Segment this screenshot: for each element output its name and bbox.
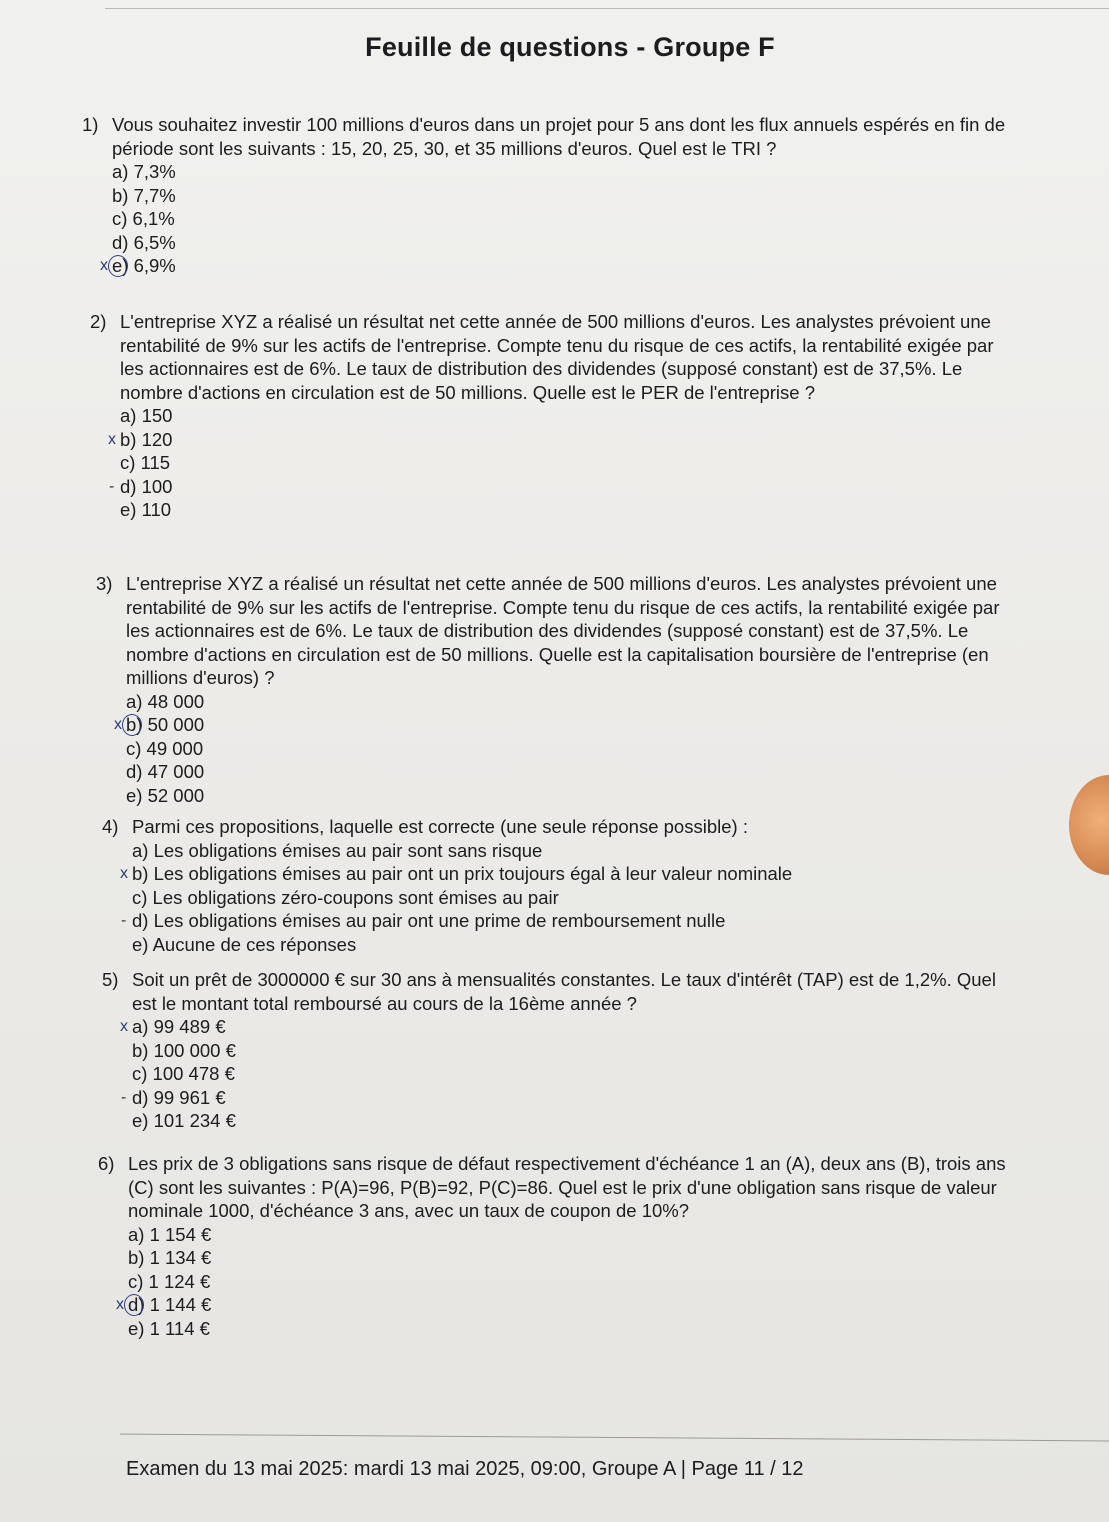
option-d[interactable]: d) 6,5% — [112, 231, 176, 253]
option-d[interactable]: - d) 100 — [109, 475, 173, 497]
top-rule — [105, 8, 1109, 9]
circle-mark-icon — [124, 1294, 144, 1316]
option-e[interactable]: e) 101 234 € — [132, 1110, 236, 1131]
option-c[interactable]: c) 100 478 € — [132, 1063, 235, 1084]
question-5 — [102, 968, 1012, 1133]
question-text: Les prix de 3 obligations sans risque de défaut respectivement d'échéance 1 an (A), deux ans (B), trois ans (C) sont les suivantes : P(A)=96, P(B)=92, P(C)=86. Quel est le prix d'une obligation sans risque de valeur nominale 1000, d'échéance 3 ans, avec un taux de coupon de 10%? — [128, 1153, 1006, 1221]
option-b[interactable]: x b) 120 — [108, 428, 173, 450]
question-number: 3) — [96, 573, 113, 594]
x-mark-icon: x — [120, 1018, 128, 1035]
page-title: Feuille de questions - Groupe F — [365, 32, 775, 62]
page-footer: Examen du 13 mai 2025: mardi 13 mai 2025, 09:00, Groupe A | Page 11 / 12 — [126, 1458, 804, 1480]
dash-mark-icon: - — [121, 1088, 127, 1106]
question-number: 6) — [98, 1153, 115, 1174]
option-c[interactable]: c) 49 000 — [126, 737, 204, 759]
option-d[interactable]: d) 47 000 — [126, 761, 205, 782]
option-c[interactable]: c) 1 124 € — [128, 1270, 211, 1292]
question-1 — [82, 113, 1027, 278]
option-a[interactable]: a) 150 — [120, 405, 173, 426]
option-e[interactable]: e) Aucune de ces réponses — [132, 933, 357, 955]
question-2 — [90, 310, 1015, 522]
option-b[interactable]: b) 1 134 € — [128, 1247, 212, 1268]
option-a[interactable]: a) 7,3% — [112, 161, 176, 182]
option-d[interactable]: x d) 1 144 € — [116, 1294, 212, 1315]
option-d[interactable]: - d) 99 961 € — [121, 1086, 226, 1108]
option-d[interactable]: - d) Les obligations émises au pair ont une prime de remboursement nulle — [121, 910, 726, 931]
option-b[interactable]: x b) Les obligations émises au pair ont un prix toujours égal à leur valeur nominale — [120, 863, 793, 884]
x-mark-icon: x — [116, 1296, 124, 1313]
option-c[interactable]: c) 115 — [120, 452, 171, 473]
dash-mark-icon: - — [109, 477, 115, 495]
option-a[interactable]: a) Les obligations émises au pair sont sans risque — [132, 839, 543, 861]
question-6 — [98, 1152, 1008, 1340]
footer-rule — [120, 1434, 1109, 1442]
question-number: 5) — [102, 969, 119, 990]
question-text: Parmi ces propositions, laquelle est correcte (une seule réponse possible) : — [132, 816, 748, 837]
question-text: L'entreprise XYZ a réalisé un résultat net cette année de 500 millions d'euros. Les analystes prévoient une rentabilité de 9% sur les actifs de l'entreprise. Compte tenu du risque de ces actifs, la rentabilité exigée par les actionnaires est de 6%. Le taux de distribution des dividendes (supposé constant) est de 37,5%. Le nombre d'actions en circulation est de 50 millions. Quelle est la capitalisation boursière de l'entreprise (en millions d'euros) ? — [126, 573, 1000, 688]
dash-mark-icon: - — [121, 912, 127, 929]
question-number: 2) — [90, 311, 107, 332]
question-number: 4) — [102, 816, 119, 837]
option-a[interactable]: a) 1 154 € — [128, 1223, 212, 1245]
photo-thumb — [1069, 775, 1109, 875]
option-a[interactable]: a) 48 000 — [126, 690, 205, 712]
x-mark-icon: x — [114, 716, 122, 733]
x-mark-icon: x — [100, 257, 108, 274]
x-mark-icon: x — [108, 430, 116, 448]
option-e[interactable]: x e) 6,9% — [100, 255, 176, 276]
question-number: 1) — [82, 114, 99, 135]
x-mark-icon: x — [120, 865, 128, 882]
question-text: Soit un prêt de 3000000 € sur 30 ans à mensualités constantes. Le taux d'intérêt (TAP) est de 1,2%. Quel est le montant total remboursé au cours de la 16ème année ? — [132, 969, 996, 1014]
option-b[interactable]: b) 7,7% — [112, 184, 176, 206]
option-b[interactable]: b) 100 000 € — [132, 1039, 236, 1061]
option-c[interactable]: c) 6,1% — [112, 208, 175, 229]
question-4 — [102, 815, 1002, 956]
option-b[interactable]: x b) 50 000 — [114, 714, 205, 735]
circle-mark-icon — [108, 255, 128, 277]
question-3 — [96, 572, 1011, 807]
option-c[interactable]: c) Les obligations zéro-coupons sont émises au pair — [132, 886, 559, 908]
option-e[interactable]: e) 110 — [120, 499, 172, 520]
circle-mark-icon — [122, 714, 142, 736]
option-e[interactable]: e) 1 114 € — [128, 1317, 210, 1339]
question-text: Vous souhaitez investir 100 millions d'euros dans un projet pour 5 ans dont les flux annuels espérés en fin de période sont les suivants : 15, 20, 25, 30, et 35 millions d'euros. Quel est le TRI ? — [112, 114, 1006, 159]
option-e[interactable]: e) 52 000 — [126, 784, 205, 806]
option-a[interactable]: x a) 99 489 € — [120, 1016, 226, 1037]
question-text: L'entreprise XYZ a réalisé un résultat net cette année de 500 millions d'euros. Les analystes prévoient une rentabilité de 9% sur les actifs de l'entreprise. Compte tenu du risque de ces actifs, la rentabilité exigée par les actionnaires est de 6%. Le taux de distribution des dividendes (supposé constant) est de 37,5%. Le nombre d'actions en circulation est de 50 millions. Quelle est le PER de l'entreprise ? — [120, 311, 994, 403]
